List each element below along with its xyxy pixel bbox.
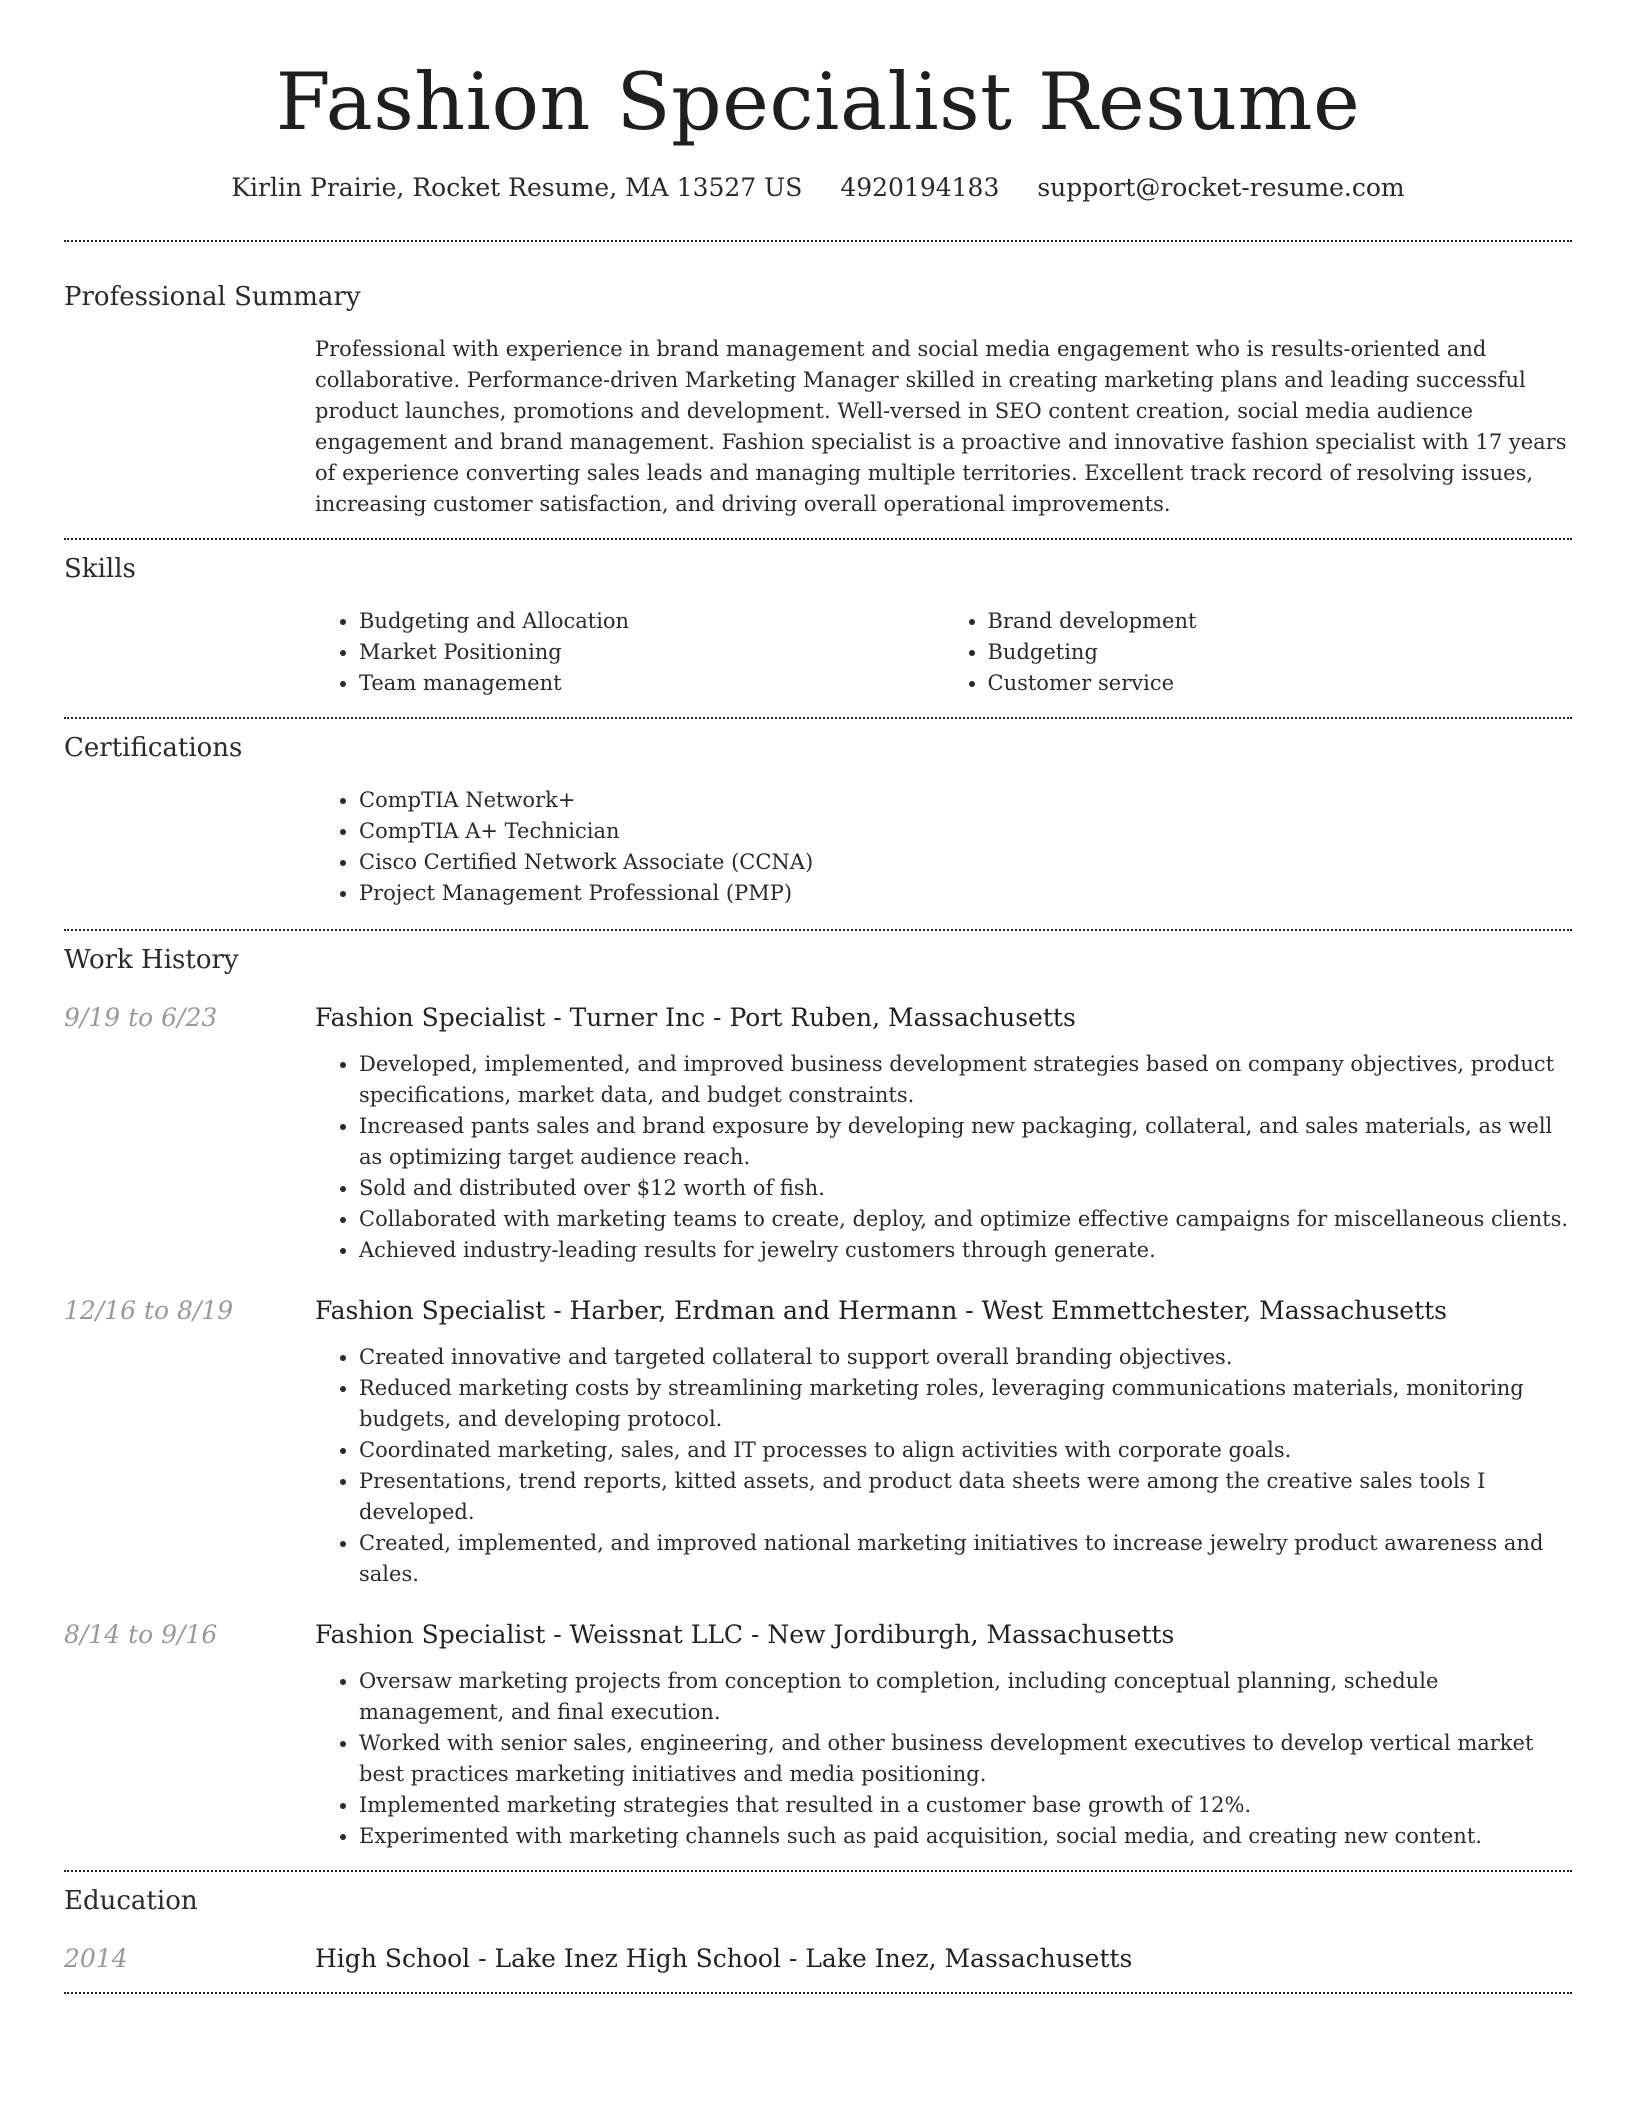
job-header [64,1001,1572,1035]
job-bullet: • Presentations, trend reports, kitted assets, and product data sheets were among the creative sales tools I developed. [359,1466,1572,1528]
skills-column-right [944,606,1573,699]
job-bullet-list [315,1666,1572,1852]
divider [64,717,1572,719]
job-header [64,1618,1572,1652]
certification-item: • CompTIA Network+ [359,785,1572,816]
skills-list [315,606,1572,699]
job-bullets [315,1049,1572,1266]
skill-item: • Budgeting [988,637,1573,668]
work-history-heading: Work History [64,945,239,975]
resume-page [64,0,1572,1994]
skill-item: • Team management [359,668,944,699]
contact-line [64,172,1572,204]
job-title: Fashion Specialist - Turner Inc - Port Ruben, Massachusetts [315,1003,1076,1032]
skill-item: • Market Positioning [359,637,944,668]
skill-item: • Budgeting and Allocation [359,606,944,637]
job-entry [64,1001,1572,1266]
job-title: Fashion Specialist - Harber, Erdman and Hermann - West Emmettchester, Massachusetts [315,1296,1447,1325]
job-dates: 9/19 to 6/23 [64,1003,218,1032]
certifications-body [315,785,1572,909]
education-title: High School - Lake Inez High School - Lake Inez, Massachusetts [315,1944,1133,1973]
education-year: 2014 [64,1944,128,1973]
contact-phone: 4920194183 [840,173,1000,202]
certifications-list [315,785,1572,909]
summary-heading: Professional Summary [64,282,361,312]
job-bullet: • Experimented with marketing channels such as paid acquisition, social media, and creating new content. [359,1821,1572,1852]
certification-item: • Cisco Certified Network Associate (CCNA) [359,847,1572,878]
certification-item: • CompTIA A+ Technician [359,816,1572,847]
education-entry [64,1942,1572,1976]
certifications-heading: Certifications [64,733,243,763]
job-bullet: • Coordinated marketing, sales, and IT processes to align activities with corporate goals. [359,1435,1572,1466]
job-bullet: • Sold and distributed over $12 worth of fish. [359,1173,1572,1204]
divider [64,538,1572,540]
skill-item: • Brand development [988,606,1573,637]
skills-column-left [315,606,944,699]
job-bullet: • Increased pants sales and brand exposure by developing new packaging, collateral, and sales materials, as well as optimizing target audience reach. [359,1111,1572,1173]
job-bullet: • Reduced marketing costs by streamlining marketing roles, leveraging communications materials, monitoring budgets, and developing protocol. [359,1373,1572,1435]
job-title: Fashion Specialist - Weissnat LLC - New Jordiburgh, Massachusetts [315,1620,1175,1649]
job-dates: 8/14 to 9/16 [64,1620,218,1649]
job-entry [64,1618,1572,1852]
divider [64,929,1572,931]
certification-item: • Project Management Professional (PMP) [359,878,1572,909]
job-entry [64,1294,1572,1590]
divider [64,240,1572,242]
job-bullet: • Created innovative and targeted collateral to support overall branding objectives. [359,1342,1572,1373]
job-bullet-list [315,1342,1572,1590]
contact-email[interactable]: support@rocket-resume.com [1037,173,1405,202]
job-bullet: • Achieved industry-leading results for jewelry customers through generate. [359,1235,1572,1266]
job-bullet-list [315,1049,1572,1266]
job-bullets [315,1342,1572,1590]
job-bullet: • Developed, implemented, and improved business development strategies based on company objectives, product specifications, market data, and budget constraints. [359,1049,1572,1111]
job-bullet: • Created, implemented, and improved national marketing initiatives to increase jewelry product awareness and sales. [359,1528,1572,1590]
summary-body [315,334,1572,520]
education-heading: Education [64,1886,198,1916]
contact-address: Kirlin Prairie, Rocket Resume, MA 13527 US [231,173,803,202]
summary-text: Professional with experience in brand management and social media engagement who is results-oriented and collaborative. Performance-driven Marketing Manager skilled in creating marketing plans and leading successful product launches, promotions and development. Well-versed in SEO content creation, social media audience engagement and brand management. Fashion specialist is a proactive and innovative fashion specialist with 17 years of experience converting sales leads and managing multiple territories. Excellent track record of resolving issues, increasing customer satisfaction, and driving overall operational improvements. [315,337,1567,516]
job-header [64,1294,1572,1328]
job-bullet: • Worked with senior sales, engineering, and other business development executives to develop vertical market best practices marketing initiatives and media positioning. [359,1728,1572,1790]
job-bullets [315,1666,1572,1852]
divider [64,1870,1572,1872]
skill-item: • Customer service [988,668,1573,699]
skills-heading: Skills [64,554,136,584]
job-bullet: • Collaborated with marketing teams to create, deploy, and optimize effective campaigns for miscellaneous clients. [359,1204,1572,1235]
job-bullet: • Oversaw marketing projects from conception to completion, including conceptual planning, schedule management, and final execution. [359,1666,1572,1728]
resume-title: Fashion Specialist Resume [275,56,1361,148]
job-dates: 12/16 to 8/19 [64,1296,234,1325]
job-bullet: • Implemented marketing strategies that resulted in a customer base growth of 12%. [359,1790,1572,1821]
divider [64,1992,1572,1994]
